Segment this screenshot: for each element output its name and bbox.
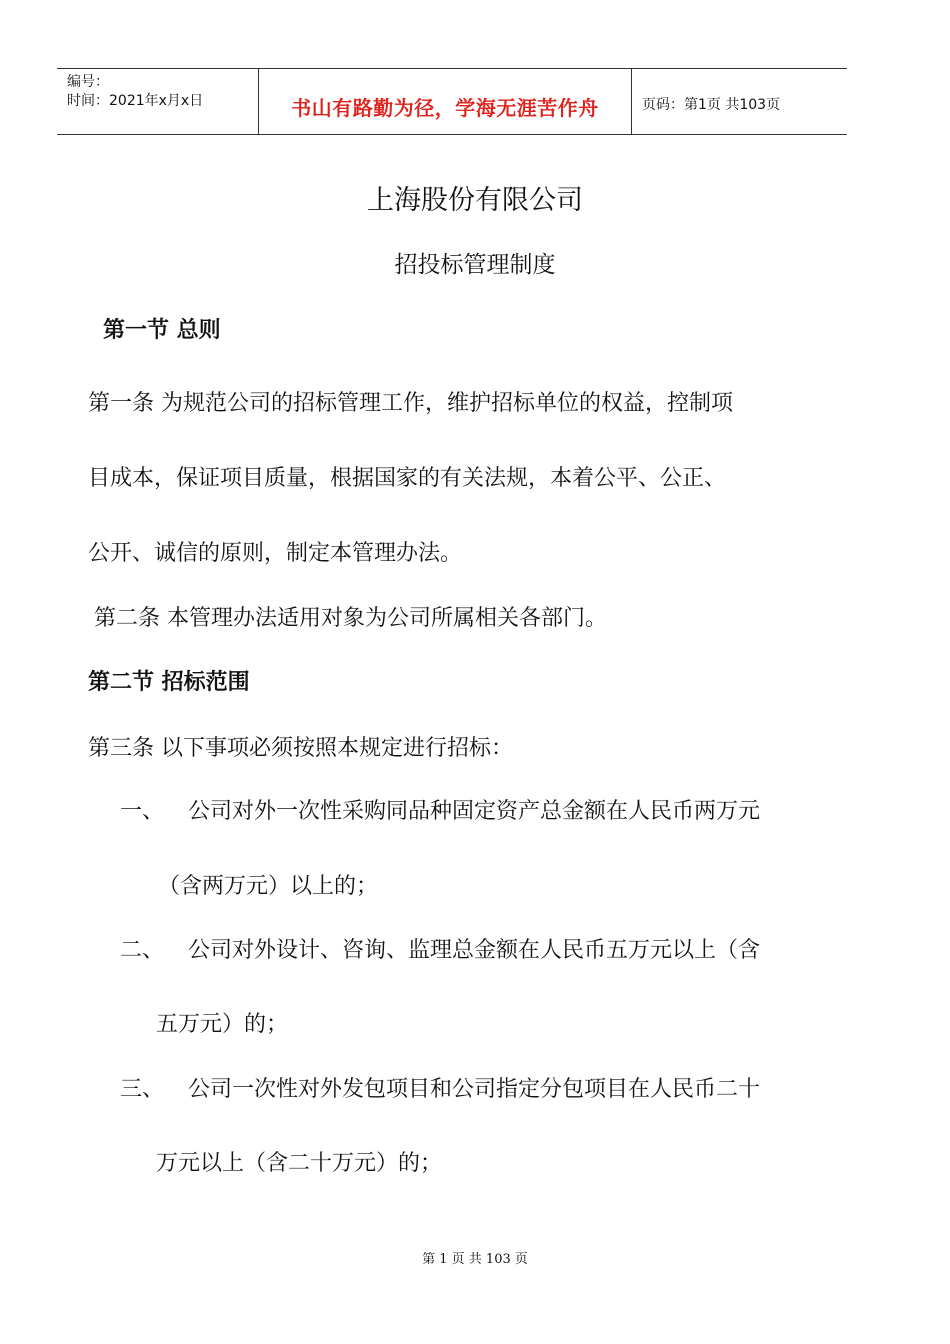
document-subtitle: 招投标管理制度 xyxy=(394,252,556,278)
document-title: 上海股份有限公司 xyxy=(367,185,583,216)
article-2: 第二条 本管理办法适用对象为公司所属相关各部门。 xyxy=(94,606,607,631)
list-item-1-marker: 一、 xyxy=(120,799,165,824)
header-page-cell xyxy=(632,69,847,134)
list-item-3-marker: 三、 xyxy=(120,1077,165,1102)
article-1-line-2: 目成本，保证项目质量，根据国家的有关法规，本着公平、公正、 xyxy=(88,466,727,491)
document-time-label: 时间：2021年x月x日 xyxy=(67,93,204,109)
list-item-3-line-2: 万元以上（含二十万元）的； xyxy=(156,1151,443,1176)
list-item-1-line-1: 公司对外一次性采购同品种固定资产总金额在人民币两万元 xyxy=(188,799,761,824)
header-motto-cell xyxy=(258,69,632,134)
header-motto: 书山有路勤为径，学海无涯苦作舟 xyxy=(291,96,599,120)
section-heading-general: 第一节 总则 xyxy=(103,318,221,343)
list-item-1-line-2: （含两万元）以上的； xyxy=(158,874,379,899)
article-1-line-1: 第一条 为规范公司的招标管理工作，维护招标单位的权益，控制项 xyxy=(88,391,733,416)
article-3: 第三条 以下事项必须按照本规定进行招标： xyxy=(88,736,513,761)
header-page-number: 页码：第1页 共103页 xyxy=(642,97,781,113)
page-footer-number: 第 1 页 共 103 页 xyxy=(422,1252,528,1267)
article-1-line-3: 公开、诚信的原则，制定本管理办法。 xyxy=(88,541,463,566)
list-item-3-line-1: 公司一次性对外发包项目和公司指定分包项目在人民币二十 xyxy=(188,1077,761,1102)
list-item-2-marker: 二、 xyxy=(120,938,165,963)
page-header xyxy=(57,68,847,135)
document-number-label: 编号： xyxy=(67,74,109,90)
list-item-2-line-2: 五万元）的； xyxy=(156,1012,289,1037)
list-item-2-line-1: 公司对外设计、咨询、监理总金额在人民币五万元以上（含 xyxy=(188,938,761,963)
header-meta-cell xyxy=(57,69,258,134)
section-heading-scope: 第二节 招标范围 xyxy=(88,670,250,695)
